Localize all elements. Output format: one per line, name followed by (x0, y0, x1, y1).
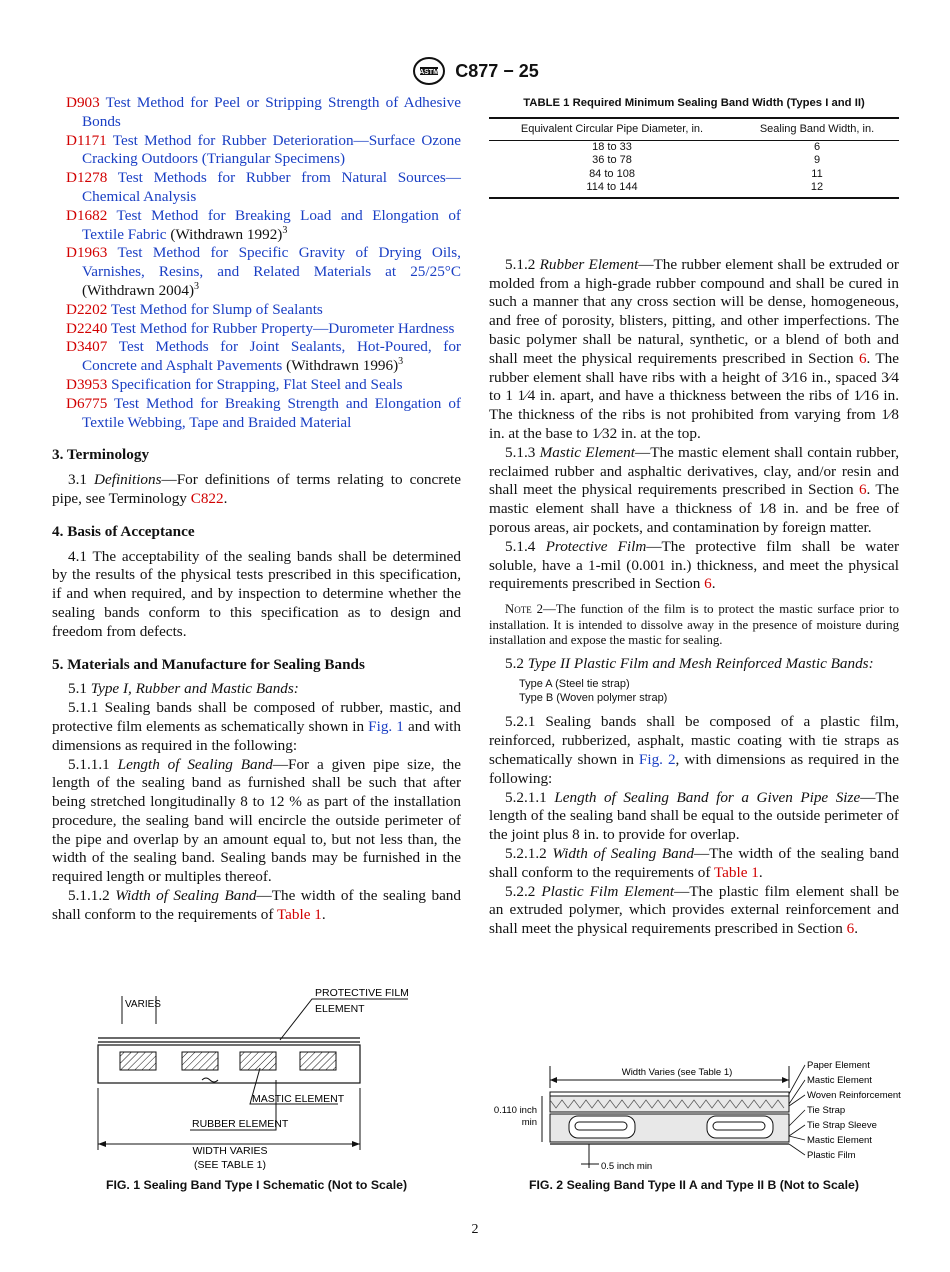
fig2-label-leader (789, 1065, 805, 1094)
c822-link[interactable]: C822 (190, 489, 224, 507)
note-2: Note 2—The function of the film is to protect the mastic surface prior to installation. It is intended to dissolve away in the presence of moisture during installation and expose the mastic for sealing. (489, 602, 899, 648)
fig1-mastic-label: MASTIC ELEMENT (252, 1093, 345, 1105)
fig1-rib (240, 1052, 276, 1070)
fig1-rib (182, 1052, 218, 1070)
reference-code[interactable]: D903 (66, 94, 100, 111)
reference-item (52, 244, 461, 300)
fig2-caption: FIG. 2 Sealing Band Type II A and Type II B (Not to Scale) (528, 1178, 859, 1192)
fig2-thickness-label: 0.110 inch (493, 1105, 537, 1116)
reference-withdrawn: (Withdrawn 1996) (282, 357, 399, 375)
para-5-1-2: 5.1.2 Rubber Element—The rubber element shall be extruded or molded from a high-grade rubber compound and shall be cured in such a manner that any cross section will be dense, homogeneous, and free of porosity, blisters, pitting, and other imperfections. The basic polymer shall be natural, synthetic, or a blend of both and shall meet the physical requirements prescribed in Section 6. The rubber element shall have ribs with a height of 3⁄16 in., spaced 3⁄4 to 1 1⁄4 in. apart, and have a thickness between the ribs of 1⁄16 in. The thickness of the ribs is not prohibited from varying from 1⁄8 in. at the base to 1⁄32 in. at the top. (489, 255, 899, 442)
fig2-label-leader (789, 1144, 805, 1155)
fig2-label: Woven Reinforcement (807, 1090, 901, 1101)
fig2-labels (789, 1060, 901, 1161)
para-5-2-1-1: 5.2.1.1 Length of Sealing Band for a Given Pipe Size—The length of the sealing band shall be equal to the outside perimeter of the joint plus 8 in. to provide for overlap. (489, 788, 899, 844)
fig2-label-leader (789, 1110, 805, 1126)
right-column (489, 94, 899, 939)
fig2-width-label: Width Varies (see Table 1) (621, 1067, 733, 1078)
reference-item (52, 320, 461, 339)
fig2-label: Plastic Film (807, 1150, 856, 1161)
figure-1 (90, 980, 420, 1175)
table-cell-diameter: 114 to 144 (489, 181, 735, 198)
reference-item (52, 376, 461, 395)
footnote-mark: 3 (282, 224, 288, 236)
fig2-tie-strap (713, 1122, 765, 1130)
fig1-width-label-2: (SEE TABLE 1) (194, 1159, 266, 1171)
fig1-arrow-left (98, 1141, 106, 1147)
fig2-min-label: 0.5 inch min (601, 1161, 653, 1172)
table-cell-width: 12 (735, 181, 899, 198)
reference-item (52, 301, 461, 320)
table1-col1-header: Equivalent Circular Pipe Diameter, in. (489, 118, 735, 141)
astm-logo-icon (411, 56, 447, 86)
fig2-label: Paper Element (807, 1060, 870, 1071)
fig1-width-label: WIDTH VARIES (192, 1145, 268, 1157)
section6-link[interactable]: 6 (858, 349, 867, 367)
reference-title[interactable]: Test Methods for Rubber from Natural Sources—Chemical Analysis (82, 169, 461, 205)
fig1-arrow-right (352, 1141, 360, 1147)
reference-item (52, 395, 461, 433)
fig2-link[interactable]: Fig. 2 (638, 751, 676, 769)
fig2-label-leader (789, 1125, 805, 1136)
reference-code[interactable]: D3407 (66, 338, 108, 356)
footnote-mark: 3 (398, 356, 404, 368)
table1-body (489, 140, 899, 198)
section-3-title: 3. Terminology (52, 446, 150, 464)
fig2-label: Tie Strap (807, 1105, 846, 1116)
fig2-arrow-left (550, 1077, 557, 1083)
fig1-caption: FIG. 1 Sealing Band Type I Schematic (Not to Scale) (105, 1178, 408, 1192)
page-header (0, 56, 950, 86)
footnote-mark: 3 (194, 280, 199, 292)
fig1-film-label: PROTECTIVE FILM (315, 987, 409, 999)
fig1-rubber-label: RUBBER ELEMENT (192, 1118, 289, 1130)
fig2-arrow-right (782, 1077, 789, 1083)
section6-link[interactable]: 6 (704, 575, 712, 593)
reference-withdrawn: (Withdrawn 1992) (166, 225, 283, 243)
figure-2 (489, 1056, 909, 1176)
reference-title[interactable]: Test Methods for Joint Sealants, Hot-Poured, for Concrete and Asphalt Pavements (82, 338, 461, 375)
svg-text:ASTM: ASTM (419, 68, 440, 76)
reference-title[interactable]: Specification for Strapping, Flat Steel and Seals (111, 375, 403, 393)
table-cell-diameter: 84 to 108 (589, 167, 635, 180)
table-row (489, 168, 899, 182)
table-row (489, 181, 899, 198)
reference-item (52, 207, 461, 245)
para-3-1: 3.1 Definitions—For definitions of terms relating to concrete pipe, see Terminology C822. (52, 471, 462, 507)
para-5-1: 5.1 Type I, Rubber and Mastic Bands: (68, 680, 299, 698)
para-5-1-3: 5.1.3 Mastic Element—The mastic element shall contain rubber, reclaimed rubber and asphaltic derivatives, clay, and/or resin and shall meet the physical requirements prescribed in Section 6. The mastic element shall have a thickness of 1⁄8 in. and be free of porous areas, air pockets, and contamination by foreign matter. (489, 443, 899, 536)
table-cell-width: 6 (813, 140, 821, 153)
reference-title[interactable]: Test Method for Rubber Property—Durometer Hardness (110, 319, 455, 337)
reference-title[interactable]: Test Method for Specific Gravity of Drying Oils, Varnishes, Resins, and Related Materials at 25/25°C (82, 244, 461, 281)
page-number: 2 (471, 1222, 479, 1237)
para-4-1: 4.1 The acceptability of the sealing bands shall be determined by the results of the physical tests prescribed in this specification, if and when required, and by inspection to determine whether the sealing bands conform to this specification as to design and freedom from defects. (52, 547, 461, 640)
table-row (489, 154, 899, 168)
section-4-title: 4. Basis of Acceptance (52, 522, 195, 540)
reference-item (52, 169, 461, 207)
reference-title[interactable]: Test Method for Peel or Stripping Strength of Adhesive Bonds (82, 94, 461, 130)
table-cell-diameter: 36 to 78 (592, 154, 632, 167)
para-5-2: 5.2 Type II Plastic Film and Mesh Reinforced Mastic Bands: (505, 654, 874, 672)
section-5-title: 5. Materials and Manufacture for Sealing Bands (52, 655, 365, 673)
section6-link[interactable]: 6 (846, 920, 855, 938)
fig2-tie-strap (575, 1122, 627, 1130)
para-5-1-1-2: 5.1.1.2 Width of Sealing Band—The width of the sealing band shall conform to the requirements of Table 1. (52, 887, 461, 923)
fig2-label: Mastic Element (807, 1075, 872, 1086)
table-cell-diameter: 18 to 33 (592, 140, 632, 153)
table1 (489, 117, 899, 199)
table1-link[interactable]: Table 1 (713, 863, 759, 881)
reference-code[interactable]: D6775 (66, 394, 108, 412)
reference-code[interactable]: D1171 (66, 131, 107, 149)
fig1-varies-label: VARIES (125, 999, 161, 1010)
left-column (52, 94, 461, 925)
table1-title: TABLE 1 Required Minimum Sealing Band Width (Types I and II) (523, 97, 865, 109)
table-row (489, 140, 899, 154)
fig1-link[interactable]: Fig. 1 (368, 717, 404, 735)
section6-link[interactable]: 6 (858, 481, 867, 499)
table1-link[interactable]: Table 1 (276, 905, 322, 923)
para-5-1-1: 5.1.1 Sealing bands shall be composed of rubber, mastic, and protective film elements as schematically shown in Fig. 1 and with dimensions as required in the following: (52, 699, 461, 754)
reference-list (52, 94, 461, 432)
fig1-rib (300, 1052, 336, 1070)
type-a: Type A (Steel tie strap) (519, 678, 630, 691)
fig1-film-label-2: ELEMENT (315, 1003, 365, 1015)
fig2-label-leader (789, 1136, 805, 1140)
reference-code[interactable]: D1963 (66, 244, 108, 262)
reference-withdrawn: (Withdrawn 2004) (82, 281, 194, 299)
reference-code[interactable]: D1278 (66, 169, 108, 187)
type-b: Type B (Woven polymer strap) (519, 692, 668, 705)
reference-item (52, 94, 461, 132)
reference-title[interactable]: Test Method for Slump of Sealants (110, 300, 323, 318)
fig2-thickness-label-2: min (521, 1117, 537, 1128)
reference-title[interactable]: Test Method for Breaking Strength and Elongation of Textile Webbing, Tape and Braided Material (82, 394, 461, 431)
designation: C877 − 25 (455, 60, 539, 81)
para-5-2-1: 5.2.1 Sealing bands shall be composed of a plastic film, reinforced, rubberized, asphalt, mastic coating with tie straps as schematically shown in Fig. 2, with dimensions as required in the following: (489, 713, 900, 787)
fig1-rib (120, 1052, 156, 1070)
reference-code[interactable]: D2202 (66, 300, 108, 318)
fig2-mastic-layer (550, 1096, 789, 1112)
para-5-2-1-2: 5.2.1.2 Width of Sealing Band—The width of the sealing band shall conform to the requirements of Table 1. (489, 845, 900, 881)
para-5-1-1-1: 5.1.1.1 Length of Sealing Band—For a given pipe size, the length of the sealing band as furnished shall be such that after being stretched longitudinally 8 to 12 % as part of the installation procedure, the sealing band will encircle the outside perimeter of the pipe and overlap by an amount equal to, but not less than, the width of the sealing band. Sealing bands may be furnished in the required length or multiples thereof. (52, 755, 461, 886)
reference-code[interactable]: D1682 (66, 206, 108, 224)
table1-col2-header: Sealing Band Width, in. (735, 118, 899, 141)
table-cell-width: 11 (811, 167, 823, 180)
fig2-label: Tie Strap Sleeve (807, 1120, 877, 1131)
fig2-paper-layer (550, 1092, 789, 1096)
reference-code[interactable]: D3953 (66, 375, 108, 393)
para-5-2-2: 5.2.2 Plastic Film Element—The plastic film element shall be an extruded polymer, which provides external reinforcement and shall meet the physical requirements prescribed in Section 6. (489, 882, 900, 938)
para-5-1-4: 5.1.4 Protective Film—The protective film shall be water soluble, have a 1-mil (0.001 in.) thickness, and meet the physical requirements prescribed in Section 6. (489, 537, 900, 593)
reference-code[interactable]: D2240 (66, 319, 108, 337)
reference-title[interactable]: Test Method for Breaking Load and Elongation of Textile Fabric (82, 206, 461, 243)
reference-item (52, 338, 461, 376)
reference-item (52, 132, 461, 170)
fig2-label: Mastic Element (807, 1135, 872, 1146)
table-cell-width: 9 (813, 154, 821, 167)
reference-title[interactable]: Test Method for Rubber Deterioration—Surface Ozone Cracking Outdoors (Triangular Specimens) (82, 131, 462, 168)
